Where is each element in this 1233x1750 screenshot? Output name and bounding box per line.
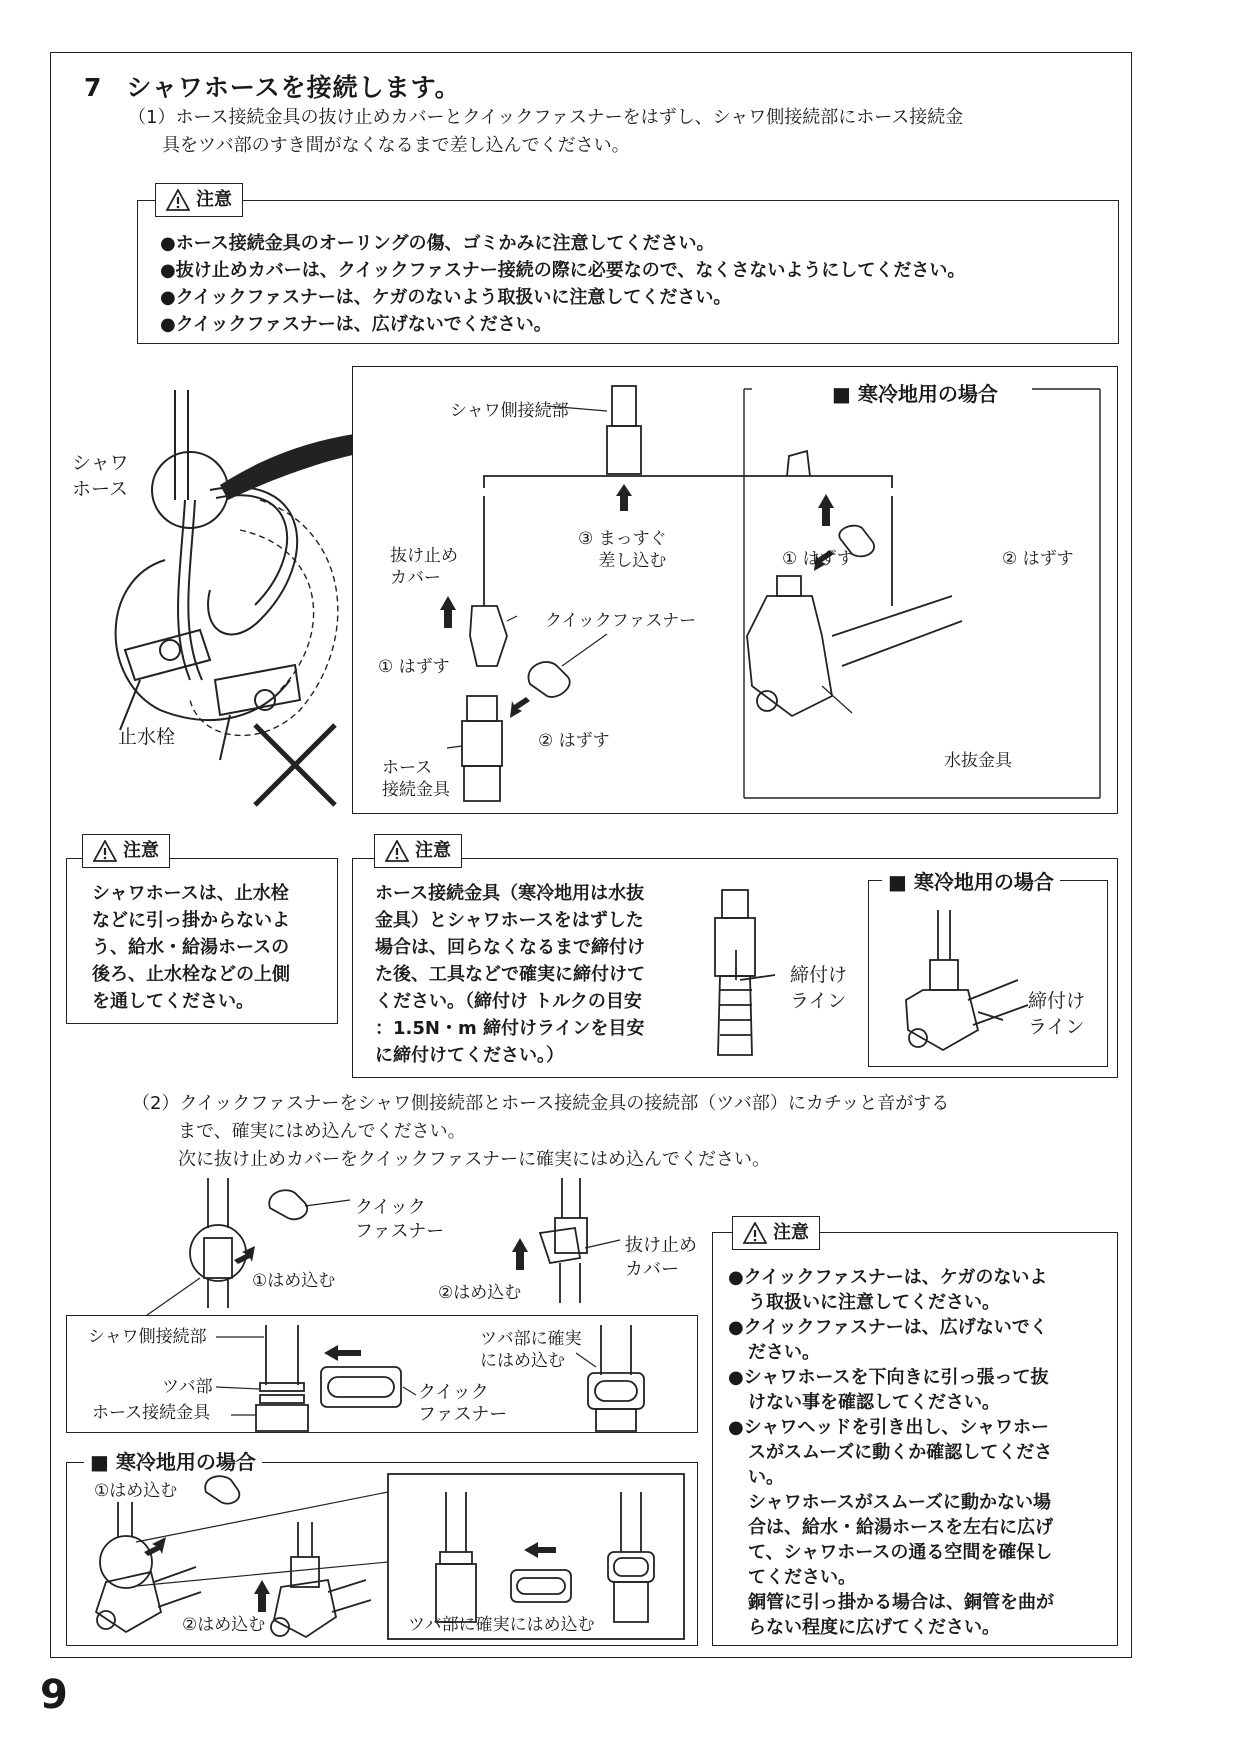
step-number: 7 bbox=[84, 73, 103, 102]
label-line: カバー bbox=[625, 1259, 679, 1280]
cold-region-title: ■ 寒冷地用の場合 bbox=[826, 378, 1004, 407]
text-line: けない事を確認してください。 bbox=[748, 1392, 1000, 1413]
remove-fastener-label: ② はずす bbox=[538, 731, 610, 751]
cold-region-title: ■ 寒冷地用の場合 bbox=[84, 1446, 262, 1475]
label-line: カバー bbox=[390, 568, 441, 588]
caution-item: ●クイックファスナーは、広げないでください。 bbox=[160, 314, 552, 335]
label-line: 締付け bbox=[1028, 990, 1086, 1012]
step2-line2: まで、確実にはめ込んでください。 bbox=[178, 1121, 466, 1142]
label-line: 差し込む bbox=[598, 551, 667, 571]
text-line: う、給水・給湯ホースの bbox=[92, 937, 290, 958]
caution-label: 注意 bbox=[415, 840, 451, 861]
text-line: 後ろ、止水栓などの上側 bbox=[92, 964, 290, 985]
caution-tag-top bbox=[155, 183, 243, 217]
label-line: 抜け止め bbox=[625, 1235, 697, 1256]
label-line: クイック bbox=[355, 1197, 426, 1218]
warning-icon bbox=[385, 840, 409, 862]
label-line: ライン bbox=[790, 990, 847, 1012]
step-title: シャワホースを接続します。 bbox=[126, 73, 461, 102]
cold-tightening-line-label bbox=[1028, 988, 1085, 1040]
text-line: を通してください。 bbox=[92, 991, 254, 1012]
detail-quick-fastener-label bbox=[418, 1382, 507, 1426]
step2-line1: （2）クイックファスナーをシャワ側接続部とホース接続金具の接続部（ツバ部）にカチッと音がする bbox=[132, 1093, 950, 1114]
text-line: 銅管に引っ掛かる場合は、銅管を曲が bbox=[748, 1592, 1054, 1613]
cold-flange-fit-label: ツバ部に確実にはめ込む bbox=[408, 1615, 595, 1635]
text-line: ●クイックファスナーは、広げないでく bbox=[728, 1317, 1048, 1338]
text-line: ●シャワヘッドを引き出し、シャワホー bbox=[728, 1417, 1049, 1438]
quick-fastener-label: クイックファスナー bbox=[545, 611, 697, 631]
label-line: 接続金具 bbox=[382, 780, 450, 800]
label-line: クイック bbox=[418, 1382, 489, 1403]
push-straight-label bbox=[578, 528, 667, 572]
section-heading bbox=[84, 68, 461, 104]
text-line: ●シャワホースを下向きに引っ張って抜 bbox=[728, 1367, 1049, 1388]
text-line: ください。（締付け トルクの目安 bbox=[375, 991, 642, 1012]
stop-valve-label: 止水栓 bbox=[118, 726, 176, 748]
flange-fit-label bbox=[480, 1328, 582, 1372]
retaining-cover-label bbox=[625, 1234, 697, 1282]
faucet-installation-illustration bbox=[60, 380, 360, 810]
remove-cover-label: ① はずす bbox=[378, 657, 450, 677]
label-line: ファスナー bbox=[418, 1404, 508, 1425]
label-line: ホース bbox=[382, 758, 433, 778]
text-line: スがスムーズに動くか確認してくださ bbox=[748, 1442, 1053, 1463]
caution-bottom-list bbox=[728, 1265, 1113, 1640]
text-line: らない程度に広げてください。 bbox=[748, 1617, 1000, 1638]
warning-icon bbox=[93, 840, 117, 862]
label-line: 抜け止め bbox=[390, 546, 458, 566]
text-line: た後、工具などで確実に締付けて bbox=[375, 964, 645, 985]
caution-item bbox=[728, 1365, 1113, 1415]
step1-line1: （1）ホース接続金具の抜け止めカバーとクイックファスナーをはずし、シャワ側接続部にホース接続金 bbox=[128, 107, 964, 128]
label-line: にはめ込む bbox=[480, 1351, 565, 1371]
text-line: ：1.5N・m 締付けラインを目安 bbox=[375, 1018, 645, 1039]
cold-insert-fastener-label: ①はめ込む bbox=[94, 1481, 178, 1501]
drain-fitting-label: 水抜金具 bbox=[944, 751, 1012, 771]
label-line: シャワ bbox=[72, 452, 129, 474]
retaining-cover-label bbox=[390, 545, 458, 589]
shower-hose-label bbox=[72, 450, 129, 502]
warning-icon bbox=[743, 1222, 767, 1244]
label-line: 締付け bbox=[790, 964, 848, 986]
connection-diagram bbox=[352, 366, 1116, 812]
text-line: シャワホースは、止水栓 bbox=[92, 883, 289, 904]
caution-tag-mid-left bbox=[82, 834, 170, 868]
caution-tag-bottom bbox=[732, 1216, 820, 1250]
step2-line3: 次に抜け止めカバーをクイックファスナーに確実にはめ込んでください。 bbox=[178, 1149, 771, 1170]
insert-fastener-label: ①はめ込む bbox=[252, 1271, 336, 1291]
text-line: い。 bbox=[748, 1467, 784, 1488]
caution-label: 注意 bbox=[773, 1222, 809, 1243]
label-line: ③ まっすぐ bbox=[578, 529, 667, 549]
page-number: 9 bbox=[40, 1672, 68, 1718]
text-line: 合は、給水・給湯ホースを左右に広げ bbox=[748, 1517, 1054, 1538]
cold-remove-fastener-label: ② はずす bbox=[1002, 549, 1074, 569]
step1-instruction bbox=[128, 104, 963, 160]
caution-label: 注意 bbox=[196, 189, 232, 210]
text-line: う取扱いに注意してください。 bbox=[748, 1292, 1000, 1313]
label-line: ホース bbox=[72, 478, 129, 500]
shower-side-connector-label: シャワ側接続部 bbox=[450, 401, 569, 421]
caution-item: ●抜け止めカバーは、クイックファスナー接続の際に必要なので、なくさないようにしてください。 bbox=[160, 260, 966, 281]
caution-item bbox=[728, 1265, 1113, 1315]
cold-region-title: ■ 寒冷地用の場合 bbox=[882, 866, 1060, 895]
caution-mid-right-text bbox=[375, 880, 645, 1069]
tightening-line-label bbox=[790, 962, 847, 1014]
cold-insert-cover-label: ②はめ込む bbox=[182, 1615, 266, 1635]
caution-tag-mid-right bbox=[374, 834, 462, 868]
detail-hose-fitting-label: ホース接続金具 bbox=[92, 1403, 211, 1423]
text-line: などに引っ掛からないよ bbox=[92, 910, 290, 931]
quick-fastener-label bbox=[355, 1196, 444, 1244]
caution-label: 注意 bbox=[123, 840, 159, 861]
label-line: ファスナー bbox=[355, 1221, 445, 1242]
step2-instruction bbox=[132, 1090, 949, 1174]
caution-item bbox=[728, 1315, 1113, 1365]
text-line: 場合は、回らなくなるまで締付け bbox=[375, 937, 645, 958]
caution-top-list bbox=[160, 230, 965, 338]
text-line: て、シャワホースの通る空間を確保し bbox=[748, 1542, 1053, 1563]
text-line: 金具）とシャワホースをはずした bbox=[375, 910, 644, 931]
text-line: ホース接続金具（寒冷地用は水抜 bbox=[375, 883, 645, 904]
flange-label: ツバ部 bbox=[162, 1377, 213, 1397]
caution-item: ●クイックファスナーは、ケガのないよう取扱いに注意してください。 bbox=[160, 287, 732, 308]
text-line: てください。 bbox=[748, 1567, 856, 1588]
warning-icon bbox=[166, 189, 190, 211]
cold-remove-cover-label: ① はずす bbox=[782, 549, 854, 569]
caution-item: ●ホース接続金具のオーリングの傷、ゴミかみに注意してください。 bbox=[160, 233, 715, 254]
label-line: ライン bbox=[1028, 1016, 1085, 1038]
insert-cover-label: ②はめ込む bbox=[438, 1283, 522, 1303]
caution-mid-left-text bbox=[92, 880, 290, 1015]
text-line: シャワホースがスムーズに動かない場 bbox=[748, 1492, 1051, 1513]
text-line: に締付けてください。） bbox=[375, 1045, 564, 1066]
cold-tightening-illustration bbox=[868, 900, 1106, 1065]
text-line: ださい。 bbox=[748, 1342, 820, 1363]
detail-shower-side-label: シャワ側接続部 bbox=[88, 1327, 207, 1347]
step1-line2: 具をツバ部のすき間がなくなるまで差し込んでください。 bbox=[162, 135, 630, 156]
caution-item bbox=[728, 1415, 1113, 1640]
label-line: ツバ部に確実 bbox=[480, 1329, 582, 1349]
hose-fitting-label bbox=[382, 757, 450, 801]
text-line: ●クイックファスナーは、ケガのないよ bbox=[728, 1267, 1048, 1288]
